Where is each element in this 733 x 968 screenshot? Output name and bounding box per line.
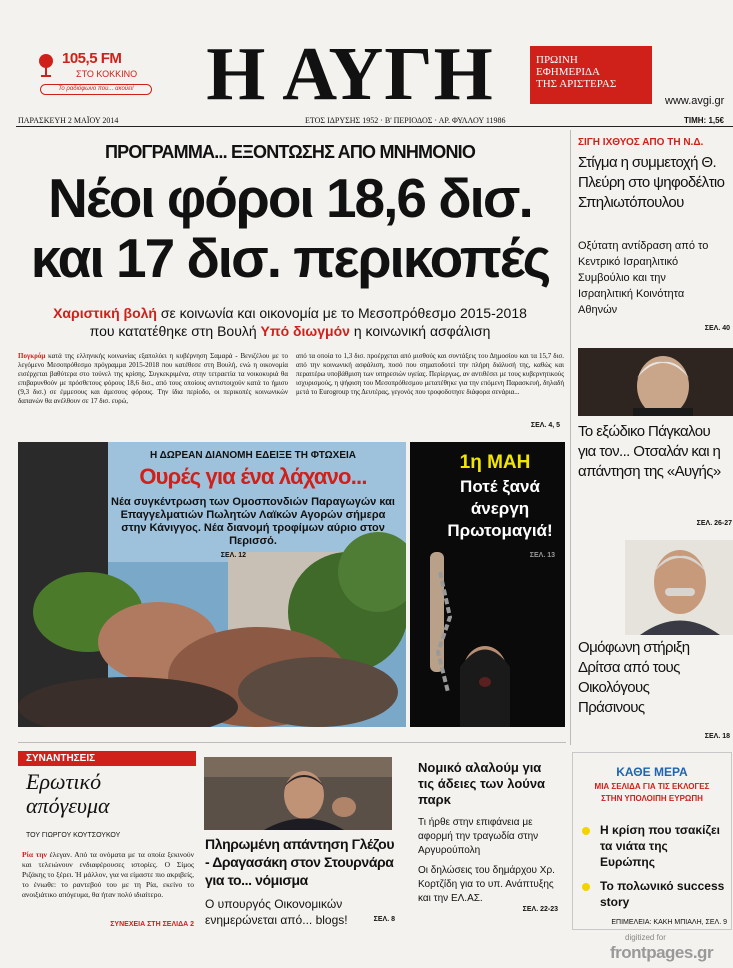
lead-subheadline (20, 304, 560, 340)
lead-kicker: ΠΡΟΓΡΑΜΜΑ... ΕΞΟΝΤΩΣΗΣ ΑΠΟ ΜΝΗΜΟΝΙΟ (104, 142, 476, 162)
daily-subtitle-2: ΣΤΗΝ ΥΠΟΛΟΙΠΗ ΕΥΡΩΠΗ (601, 794, 703, 803)
bullet-icon-2 (582, 883, 590, 891)
photo-story-text: Νέα συγκέντρωση των Ομοσπονδιών Παραγωγών και Επαγγελματιών Πωλητών Λαϊκών Αγορών σήμερα στην Κάνιγγος. Νέα διανομή τροφίμων αύριο στον Περισσό. (111, 496, 395, 547)
column-section-label: ΣΥΝΑΝΤΗΣΕΙΣ (26, 753, 96, 764)
watermark-line-1: digitized for (625, 933, 666, 942)
sub-text-2: που κατατέθηκε στη Βουλή (89, 323, 261, 339)
lead-headline-line-1: Νέοι φόροι 18,6 δισ. (48, 167, 532, 229)
daily-item-1: Η κρίση που τσακίζει τα νιάτα της Ευρώπης (600, 823, 721, 869)
sub-text-1: σε κοινωνία και οικονομία με το Μεσοπρόθεσμο 2015-2018 (157, 305, 527, 321)
sub-text-3: η κοινωνική ασφάλιση (349, 323, 491, 339)
issue-date: ΠΑΡΑΣΚΕΥΗ 2 ΜΑΪΟΥ 2014 (18, 116, 119, 125)
bullet-icon-1 (582, 827, 590, 835)
tagline-line-1: ΠΡΩΙΝΗ (536, 54, 578, 66)
photo-story-kicker: Η ΔΩΡΕΑΝ ΔΙΑΝΟΜΗ ΕΔΕΙΞΕ ΤΗ ΦΤΩΧΕΙΑ (149, 450, 357, 461)
issue-info: ΕΤΟΣ ΙΔΡΥΣΗΣ 1952 · Β' ΠΕΡΙΟΔΟΣ · ΑΡ. ΦΥΛΛΟΥ 11986 (305, 116, 506, 125)
tagline-line-3: ΤΗΣ ΑΡΙΣΤΕΡΑΣ (536, 78, 617, 90)
side2-headline: Το εξώδικο Πάγκαλου για τον... Οτσαλάν και η απάντηση της «Αυγής» (578, 423, 721, 480)
lead-body-col-1 (18, 352, 288, 432)
daily-subtitle-1: ΜΙΑ ΣΕΛΙΔΑ ΓΙΑ ΤΙΣ ΕΚΛΟΓΕΣ (594, 782, 710, 791)
lead-body-start: Πογκρόμ (18, 352, 46, 360)
side1-page-ref: ΣΕΛ. 40 (704, 325, 730, 332)
photo-story-headline: Ουρές για ένα λάχανο... (139, 464, 367, 489)
glezos-text: Ο υπουργός Οικονομικών ενημερώνεται από... blogs! (205, 897, 348, 927)
lead-body-text-1: κατά της ελληνικής κοινωνίας εξαπολύει η κυβέρνηση Σαμαρά - Βενιζέλου με το λεγόμενο Μεσοπρόθεσμο πρόγραμμα 2015-2018 που κατέθεσε στη Βουλή, ενώ η οικονομία εισέρχεται βαθύτερα στο τούνελ της κρίσης. Συγκεκριμένα, στην τετραετία τα νοικοκυριά θα επιβαρυνθούν με πρόσθετους φόρους 18,6 δισ., από τους οποίους αντιστοιχούν κατά το ήμισυ (9,3 δισ.) σε έμμεσους και άμεσους φόρους. Την ίδια περίοδο, οι περικοπές κοινωνικών δαπανών θα ανέλθουν σε 17 δισ. ευρώ, (18, 352, 288, 405)
column-body-text: έλεγαν. Από τα ονόματα με τα οποία ξεκινούν και τελειώνουν ενδιαφέρουσες ιστορίες. Ο Σίμος Ριζάκης το ξέρει. Ή μάλλον, για να είμαστε πιο ακριβείς, το ένιωθε: το ραντεβού του με τη Ρία, εκείνο το ανοιξιάτικο απόγευμα, θα ήταν πολύ ιδιαίτερο. (22, 850, 194, 899)
lead-body-col-2: από τα οποία το 1,3 δισ. προέρχεται από μισθούς και συντάξεις του Δημοσίου και τα 15,7 δισ. από την κοινωνική ασφάλιση, ποσό που σηματοδοτεί την πλήρη διάλυσή της, καθώς και περαιτέρω υποβάθμιση των υπηρεσιών υγείας. Περίεργως, αν αντιθέσει με τους κυβερνητικούς ισχυρισμούς, η ψήφιση του Μεσοπρόθεσμου μετατέθηκε για την επόμενη Παρασκευή, δηλαδή μετά το Eurogroup της Δευτέρας, γεγονός που τροφοδοτησε διάφορα σενάρια... (296, 352, 564, 396)
column-body (22, 850, 194, 918)
microphone-icon (36, 52, 56, 78)
tagline-line-2: ΕΦΗΜΕΡΙΔΑ (536, 66, 601, 78)
daily-title: ΚΑΘΕ ΜΕΡΑ (616, 765, 688, 779)
photo-story-page-ref: ΣΕΛ. 12 (220, 552, 246, 559)
mayday-headline: Ποτέ ξανά άνεργη Πρωτομαγιά! (447, 477, 553, 540)
masthead-tagline-box (530, 46, 652, 104)
radio-frequency: 105,5 FM (62, 50, 122, 67)
watermark-line-2[interactable]: frontpages.gr (610, 943, 714, 962)
dritsas-photo (625, 540, 733, 635)
daily-credit: ΕΠΙΜΕΛΕΙΑ: ΚΑΚΗ ΜΠΙΑΛΗ, ΣΕΛ. 9 (611, 919, 727, 926)
sub-highlight-2: Υπό διωγμόν (260, 323, 350, 339)
side-divider (570, 130, 571, 745)
column-continued: ΣΥΝΕΧΕΙΑ ΣΤΗ ΣΕΛΙΔΑ 2 (110, 921, 194, 928)
website[interactable]: www.avgi.gr (665, 95, 725, 107)
side2-page-ref: ΣΕΛ. 26-27 (696, 520, 732, 527)
glezos-page-ref: ΣΕΛ. 8 (373, 916, 395, 923)
mayday-page-ref: ΣΕΛ. 13 (529, 552, 555, 559)
daily-item-2: Το πολωνικό success story (600, 879, 725, 909)
park-page-ref: ΣΕΛ. 22-23 (522, 906, 558, 913)
side1-kicker: ΣΙΓΗ ΙΧΘΥΟΣ ΑΠΟ ΤΗ Ν.Δ. (578, 137, 704, 148)
column-author: ΤΟΥ ΓΙΩΡΓΟΥ ΚΟΥΤΣΟΥΚΟΥ (26, 832, 121, 839)
column-title-line-2: απόγευμα (26, 793, 110, 818)
sub-highlight-1: Χαριστική βολή (53, 305, 157, 321)
politician-photo (204, 757, 392, 830)
column-body-start: Ρία την (22, 850, 47, 859)
mayday-kicker: 1η ΜΑΗ (459, 452, 531, 473)
radio-logo (30, 44, 155, 100)
side1-headline: Στίγμα η συμμετοχή Θ. Πλεύρη στο ψηφοδέλτιο Σπηλιωτόπουλου (578, 154, 725, 211)
park-text-1: Τι ήρθε στην επιφάνεια με αφορμή την τραγωδία στην Αργυρούπολη (418, 817, 539, 856)
radio-slogan: Το ραδιόφωνο που... ακούει! (40, 84, 152, 95)
lead-page-ref: ΣΕΛ. 4, 5 (530, 422, 560, 429)
column-title-line-1: Ερωτικό (26, 769, 102, 794)
side1-text: Οξύτατη αντίδραση από το Κεντρικό Ισραηλιτικό Συμβούλιο και την Ισραηλιτική Κοινότητα Αθηνών (578, 240, 709, 316)
glezos-headline: Πληρωμένη απάντηση Γλέζου - Δραγασάκη στον Στουρνάρα για το... νόμισμα (205, 836, 395, 888)
side3-page-ref: ΣΕΛ. 18 (704, 733, 730, 740)
masthead-title: Η ΑΥΓΗ (206, 32, 494, 116)
pangalos-photo (578, 348, 733, 416)
bottom-divider (18, 742, 566, 743)
side3-headline: Ομόφωνη στήριξη Δρίτσα από τους Οικολόγους Πράσινους (578, 639, 690, 716)
lead-headline-line-2: και 17 δισ. περικοπές (30, 227, 550, 289)
price: ΤΙΜΗ: 1,5€ (684, 116, 725, 125)
park-text-2: Οι δηλώσεις του δημάρχου Χρ. Κορτζίδη για το υπ. Ανάπτυξης και την ΕΛ.ΑΣ. (418, 865, 555, 904)
radio-name: ΣΤΟ ΚΟΚΚΙΝΟ (76, 69, 138, 79)
park-headline: Νομικό αλαλούμ για τις άδειες των λούνα παρκ (418, 760, 546, 807)
